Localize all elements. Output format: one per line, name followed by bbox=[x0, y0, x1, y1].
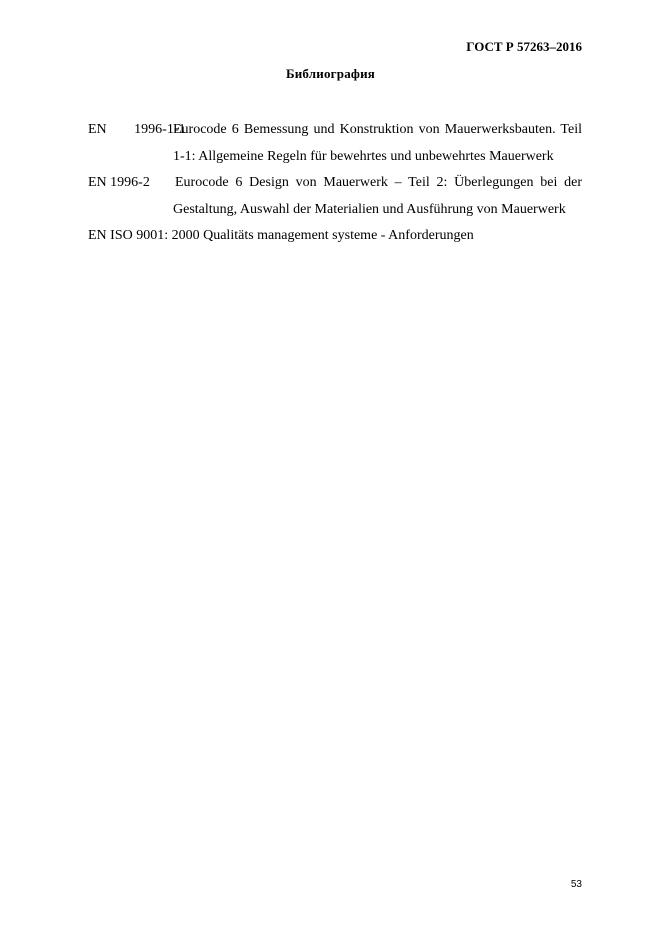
page-number: 53 bbox=[570, 879, 582, 890]
document-code: ГОСТ Р 57263–2016 bbox=[466, 39, 582, 54]
entry-text: Eurocode 6 Bemessung und Konstruktion von Mauerwerksbauten. Teil 1-1: Allgemeine Regeln für bewehrtes und unbewehrtes Mauerwerk bbox=[173, 122, 582, 164]
entry-text: Eurocode 6 Design von Mauerwerk – Teil 2: Überlegungen bei der Gestaltung, Auswahl der Materialien und Ausführung von Mauerwerk bbox=[173, 175, 582, 217]
bibliography-entry bbox=[88, 117, 582, 170]
bibliography-list bbox=[88, 117, 582, 250]
entry-full-text: EN ISO 9001: 2000 Qualitäts management systeme - Anforderungen bbox=[88, 228, 474, 243]
page-title: Библиография bbox=[285, 66, 376, 81]
entry-code: EN 1996-1-1 bbox=[88, 122, 186, 137]
bibliography-entry bbox=[88, 223, 582, 250]
entry-code: EN 1996-2 bbox=[88, 175, 150, 190]
bibliography-entry bbox=[88, 170, 582, 223]
